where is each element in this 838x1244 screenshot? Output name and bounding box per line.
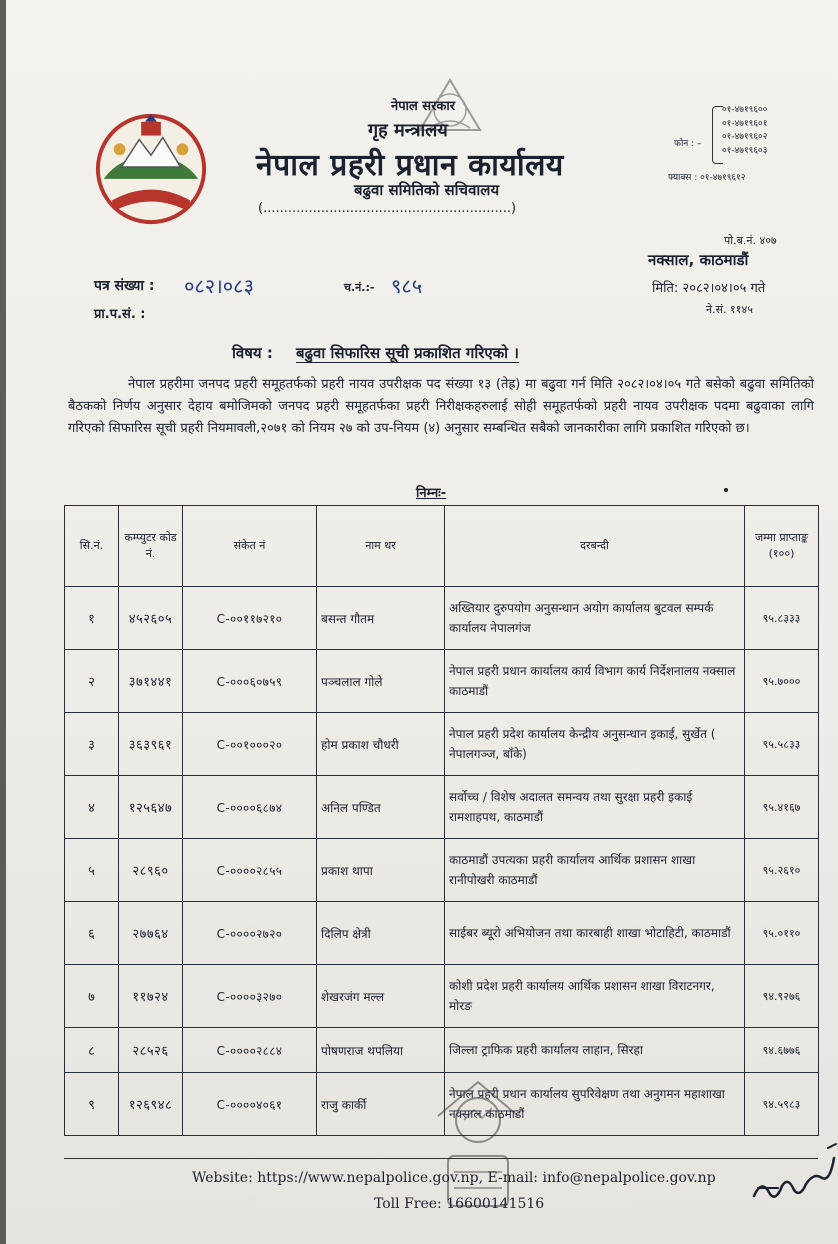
po-box: पो.ब.नं. ४०७: [724, 234, 777, 247]
ministry-name: गृह मन्त्रालय: [368, 120, 448, 141]
cell-name: अनिल पण्डित: [317, 776, 445, 839]
letter-number-value: ०८२।०८३: [184, 274, 254, 298]
cell-post: सर्वोच्च / विशेष अदालत समन्वय तथा सुरक्षा प्रहरी इकाई रामशाहपथ, काठमाडौं: [445, 776, 745, 839]
cell-post: साईबर ब्यूरो अभियोजन तथा कारबाही शाखा भोटाहिटी, काठमाडौं: [445, 902, 745, 965]
cell-name: शेखरजंग मल्ल: [317, 965, 445, 1028]
phone-number: ०१-४७१९६००: [722, 105, 768, 115]
cell-name: प्रकाश थापा: [317, 839, 445, 902]
cell-code: ३६३९६१: [119, 713, 183, 776]
cell-symbol: C-०००६०७५९: [183, 650, 317, 713]
cell-name: पोषणराज थपलिया: [317, 1028, 445, 1073]
cell-code: ४५२६०५: [119, 587, 183, 650]
column-header-code: कम्प्युटर कोड नं.: [119, 506, 183, 587]
cell-sn: ६: [65, 902, 119, 965]
cell-post: कोशी प्रदेश प्रहरी कार्यालय आर्थिक प्रशासन शाखा विराटनगर, मोरङ: [445, 965, 745, 1028]
cell-symbol: C-००००६८७४: [183, 776, 317, 839]
table-row: [65, 587, 819, 650]
cell-code: ११७२४: [119, 965, 183, 1028]
cell-code: १२५६४७: [119, 776, 183, 839]
cell-symbol: C-००००३२७०: [183, 965, 317, 1028]
table-row: [65, 839, 819, 902]
nepal-emblem-icon: [92, 110, 210, 228]
cell-symbol: C-००१०००२०: [183, 713, 317, 776]
cell-marks: ९५.८३३३: [745, 587, 819, 650]
cell-sn: १: [65, 587, 119, 650]
table-row: [65, 1028, 819, 1073]
cell-post: काठमाडौं उपत्यका प्रहरी कार्यालय आर्थिक प्रशासन शाखा रानीपोखरी काठमाडौं: [445, 839, 745, 902]
cell-sn: ३: [65, 713, 119, 776]
ink-dot: [724, 488, 728, 492]
office-name: नेपाल प्रहरी प्रधान कार्यालय: [256, 148, 564, 183]
government-name: नेपाल सरकार: [391, 99, 456, 114]
cell-post: नेपाल प्रहरी प्रधान कार्यालय सुपरिवेक्षण तथा अनुगमन महाशाखा नक्साल काठमाडौं: [445, 1073, 745, 1136]
cell-symbol: C-००००२७२०: [183, 902, 317, 965]
table-row: [65, 650, 819, 713]
phone-number: ०१-४७१९६०२: [722, 132, 768, 142]
table-row: [65, 965, 819, 1028]
office-address: नक्साल, काठमाडौं: [648, 251, 749, 269]
cell-post: नेपाल प्रहरी प्रधान कार्यालय कार्य विभाग कार्य निर्देशनालय नक्साल काठमाडौं: [445, 650, 745, 713]
dispatch-number-value: ९८५: [391, 274, 423, 298]
subject-label: विषय :: [232, 344, 273, 362]
list-heading: निम्नः-: [416, 486, 447, 501]
cell-sn: ८: [65, 1028, 119, 1073]
column-header-symbol: संकेत नं: [183, 506, 317, 587]
cell-sn: ९: [65, 1073, 119, 1136]
column-header-post: दरबन्दी: [445, 506, 745, 587]
cell-name: पञ्चलाल गोले: [317, 650, 445, 713]
cell-code: ३७१४४१: [119, 650, 183, 713]
table-row: [65, 713, 819, 776]
column-header-sn: सि.नं.: [65, 506, 119, 587]
cell-name: दिलिप क्षेत्री: [317, 902, 445, 965]
cell-name: राजु कार्की: [317, 1073, 445, 1136]
phone-numbers: [722, 104, 767, 158]
footer-divider: [64, 1158, 818, 1159]
phone-number: ०१-४७१९६०१: [722, 118, 768, 129]
cell-sn: ४: [65, 776, 119, 839]
document-page: [6, 0, 838, 1244]
column-header-marks: जम्मा प्राप्ताङ्क (१००): [745, 506, 819, 587]
secretariat-name: बढुवा समितिको सचिवालय: [354, 181, 500, 199]
nepal-samvat-year: ने.सं. ११४५: [706, 303, 753, 316]
footer-tollfree: Toll Free: 16600141516: [374, 1196, 545, 1212]
phone-label: फोन : –: [674, 139, 702, 149]
subject-text: बढुवा सिफारिस सूची प्रकाशित गरिएको ।: [296, 344, 519, 362]
cell-sn: ५: [65, 839, 119, 902]
cell-code: १२६९४८: [119, 1073, 183, 1136]
cell-marks: ९४.६७७६: [745, 1028, 819, 1073]
cell-symbol: C-००००४०६१: [183, 1073, 317, 1136]
dispatch-number-label: च.नं.:-: [344, 281, 375, 294]
reference-label: प्रा.प.सं. :: [94, 307, 146, 322]
cell-marks: ९५.७०००: [745, 650, 819, 713]
cell-code: २८५२६: [119, 1028, 183, 1073]
table-row: [65, 902, 819, 965]
cell-post: जिल्ला ट्राफिक प्रहरी कार्यालय लाहान, सिरहा: [445, 1028, 745, 1073]
table-header-row: [65, 506, 819, 587]
letter-number-label: पत्र संख्या :: [94, 278, 155, 294]
cell-sn: २: [65, 650, 119, 713]
letter-date: मिति: २०८२।०४।०५ गते: [652, 281, 766, 296]
recommendation-table: [64, 505, 819, 1136]
cell-symbol: C-००११७२१०: [183, 587, 317, 650]
cell-marks: ९५.०११०: [745, 902, 819, 965]
cell-marks: ९५.४१६७: [745, 776, 819, 839]
table-row: [65, 776, 819, 839]
cell-marks: ९४.५९८३: [745, 1073, 819, 1136]
footer-website: Website: https://www.nepalpolice.gov.np, E-mail: info@nepalpolice.gov.np: [192, 1170, 716, 1186]
cell-code: २८९६०: [119, 839, 183, 902]
cell-post: अख्तियार दुरुपयोग अनुसन्धान अयोग कार्यालय बुटवल सम्पर्क कार्यालय नेपालगंज: [445, 587, 745, 650]
cell-marks: ९४.९२७६: [745, 965, 819, 1028]
phone-number: ०१-४७१९६०३: [722, 145, 768, 156]
cell-sn: ७: [65, 965, 119, 1028]
cell-symbol: C-००००२८५५: [183, 839, 317, 902]
dotted-placeholder: (............................................................): [258, 201, 517, 216]
column-header-name: नाम थर: [317, 506, 445, 587]
cell-marks: ९५.५८३३: [745, 713, 819, 776]
cell-name: होम प्रकाश चौधरी: [317, 713, 445, 776]
cell-post: नेपाल प्रहरी प्रदेश कार्यालय केन्द्रीय अनुसन्धान इकाई, सुर्खेत ( नेपालगञ्ज, बाँके): [445, 713, 745, 776]
cell-code: २७७६४: [119, 902, 183, 965]
body-paragraph: नेपाल प्रहरीमा जनपद प्रहरी समूहतर्फको प्रहरी नायव उपरीक्षक पद संख्या १३ (तेह्र) मा बढुवा गर्न मिति २०८२।०४।०५ गते बसेको बढुवा समितिको बैठकको निर्णय अनुसार देहाय बमोजिमको जनपद प्रहरी समूहतर्फका प्रहरी निरीक्षकहरुलाई सोही समूहतर्फको प्रहरी नायव उपरीक्षक पदमा बढुवाका लागि गरिएको सिफारिस सूची प्रहरी नियमावली,२०७१ को नियम २७ को उप-नियम (४) अनुसार सम्बन्धित सबैको जानकारीका लागि प्रकाशित गरिएको छ।: [68, 377, 814, 436]
cell-marks: ९५.२६१०: [745, 839, 819, 902]
cell-name: बसन्त गौतम: [317, 587, 445, 650]
fax-number: फ्याक्स : ०१-४७१९६१२: [668, 173, 746, 183]
signature-icon: [748, 1138, 838, 1210]
cell-symbol: C-००००२८८४: [183, 1028, 317, 1073]
